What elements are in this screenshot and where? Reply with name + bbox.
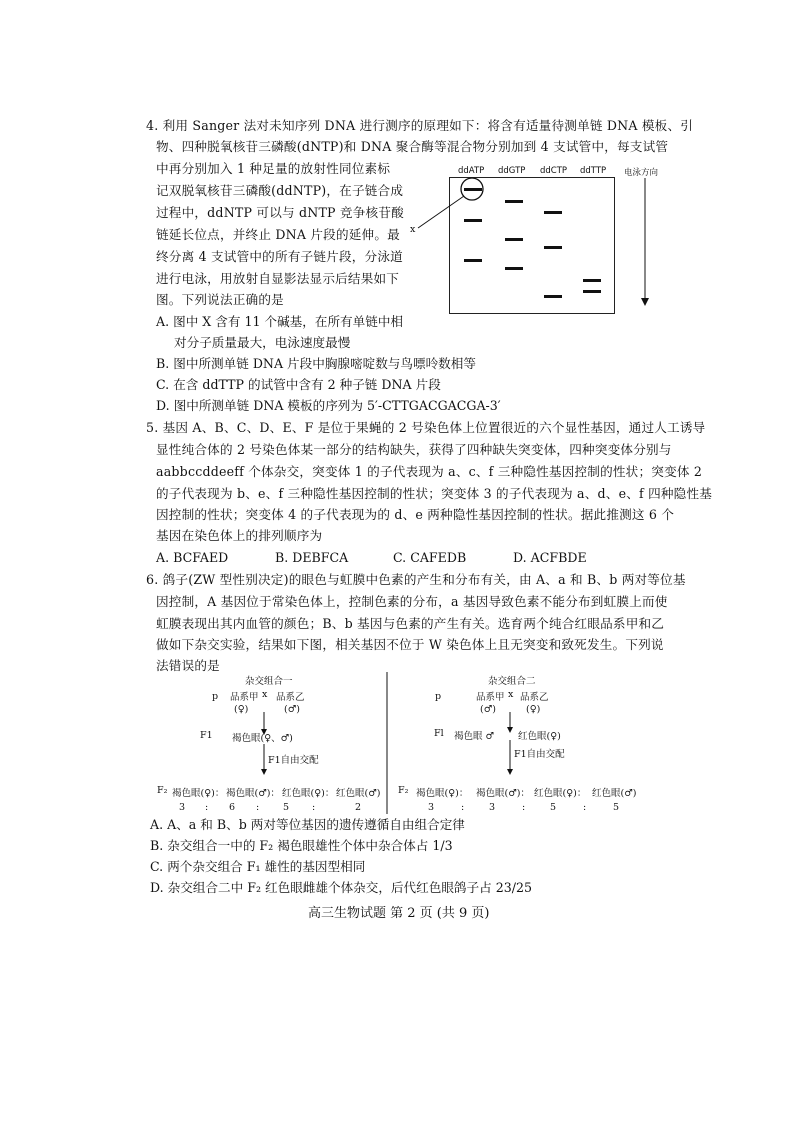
cross2-f2-pheno-2: 褐色眼(♂)： bbox=[476, 788, 530, 799]
cross1-p-label: p bbox=[212, 691, 219, 702]
page-footer: 高三生物试题 第 2 页 (共 9 页) bbox=[308, 906, 490, 921]
cross1-ratio-1: 3 bbox=[179, 802, 186, 813]
q6-line-2: 因控制，A 基因位于常染色体上，控制色素的分布，a 基因导致色素不能分布到虹膜上而使 bbox=[156, 594, 668, 609]
cross2-ratio-sep-2: : bbox=[522, 802, 526, 813]
cross1-ratio-sep-1: : bbox=[205, 802, 209, 813]
q4-option-a: A. 图中 X 含有 11 个碱基，在所有单链中相 bbox=[156, 314, 404, 329]
cross2-ratio-2: 3 bbox=[489, 802, 496, 813]
q4-line-5: 过程中，ddNTP 可以与 dNTP 竞争核苷酸 bbox=[156, 205, 404, 220]
cross2-f2-pheno-3: 红色眼(♀)： bbox=[534, 788, 587, 799]
q5-option-b: B. DEBFCA bbox=[275, 550, 349, 565]
q4-option-d: D. 图中所测单链 DNA 模板的序列为 5′-CTTGACGACGA-3′ bbox=[156, 398, 501, 413]
gel-direction-label: 电泳方向 bbox=[624, 168, 659, 178]
cross1-arrow-2-head bbox=[261, 769, 267, 775]
cross2-f2-pheno-4: 红色眼(♂) bbox=[592, 788, 637, 799]
cross2-arrow-1-head bbox=[507, 727, 513, 733]
cross1-parent1-sex: (♀) bbox=[234, 704, 249, 715]
gel-lane-label-ddctp: ddCTP bbox=[540, 166, 568, 176]
q4-line-2: 物、四种脱氧核苷三磷酸(dNTP)和 DNA 聚合酶等混合物分别加到 4 支试管中，每支试管 bbox=[156, 139, 669, 154]
q4-line-4: 记双脱氧核苷三磷酸(ddNTP)，在子链合成 bbox=[156, 183, 404, 198]
cross1-f2-pheno-2: 褐色眼(♂)： bbox=[226, 788, 280, 799]
cross1-f1-phenotype: 褐色眼(♀、♂) bbox=[232, 733, 293, 744]
q5-line-5: 因控制的性状；突变体 4 的子代表现为的 d、e 两种隐性基因控制的性状。据此推测这 6 个 bbox=[156, 507, 675, 522]
cross2-arrow-2-head bbox=[507, 769, 513, 775]
gel-lane-label-ddatp: ddATP bbox=[458, 166, 485, 176]
cross2-parent2-sex: (♀) bbox=[526, 704, 541, 715]
q6-option-c: C. 两个杂交组合 F₁ 雄性的基因型相同 bbox=[150, 859, 366, 874]
cross1-f2-label: F₂ bbox=[157, 785, 168, 796]
cross2-f2-label: F₂ bbox=[398, 785, 409, 796]
q5-option-d: D. ACFBDE bbox=[513, 550, 587, 565]
cross2-parent1: 品系甲 bbox=[476, 692, 505, 703]
cross2-p-label: p bbox=[435, 691, 442, 702]
q4-line-6: 链延长位点，并终止 DNA 片段的延伸。最 bbox=[156, 227, 400, 242]
cross1-parent2: 品系乙 bbox=[276, 692, 305, 703]
q4-line-3: 中再分别加入 1 种足量的放射性同位素标 bbox=[156, 161, 391, 176]
q5-option-a: A. BCFAED bbox=[156, 550, 229, 565]
gel-lane-label-ddgtp: ddGTP bbox=[498, 166, 526, 176]
q4-line-9: 图。下列说法正确的是 bbox=[156, 292, 284, 307]
cross2-cross-symbol: x bbox=[508, 689, 514, 700]
q5-line-2: 显性纯合体的 2 号染色体某一部分的结构缺失，获得了四种缺失突变体，四种突变体分别与 bbox=[156, 442, 672, 457]
q5-line-3: aabbccddeeff 个体杂交，突变体 1 的子代表现为 a、c、f 三种隐性基因控制的性状；突变体 2 bbox=[156, 464, 703, 479]
cross2-parent1-sex: (♂) bbox=[480, 704, 496, 715]
q4-option-a-cont: 对分子质量最大，电泳速度最慢 bbox=[174, 335, 351, 350]
cross1-cross-symbol: x bbox=[262, 689, 268, 700]
cross2-f1-phenotype-female: 红色眼(♀) bbox=[518, 731, 561, 742]
cross1-f2-pheno-3: 红色眼(♀)： bbox=[282, 788, 335, 799]
cross1-ratio-sep-2: : bbox=[256, 802, 260, 813]
q5-line-4: 的子代表现为 b、e、f 三种隐性基因控制的性状；突变体 3 的子代表现为 a、d、e、f 四种隐性基 bbox=[156, 486, 713, 501]
q4-line-1: 4. 利用 Sanger 法对未知序列 DNA 进行测序的原理如下：将含有适量待测单链 DNA 模板、引 bbox=[146, 118, 694, 133]
q4-option-c: C. 在含 ddTTP 的试管中含有 2 种子链 DNA 片段 bbox=[156, 377, 441, 392]
cross1-f2-pheno-1: 褐色眼(♀)： bbox=[172, 788, 225, 799]
cross2-ratio-1: 3 bbox=[428, 802, 435, 813]
q4-line-7: 终分离 4 支试管中的所有子链片段，分泳道 bbox=[156, 249, 403, 264]
q6-option-b: B. 杂交组合一中的 F₂ 褐色眼雄性个体中杂合体占 1/3 bbox=[150, 838, 453, 853]
gel-x-label: x bbox=[410, 224, 416, 235]
q5-option-c: C. CAFEDB bbox=[393, 550, 467, 565]
cross2-ratio-3: 5 bbox=[550, 802, 557, 813]
q4-option-b: B. 图中所测单链 DNA 片段中胸腺嘧啶数与鸟嘌呤数相等 bbox=[156, 356, 476, 371]
cross2-f2-pheno-1: 褐色眼(♀)： bbox=[416, 788, 469, 799]
q6-line-3: 虹膜表现出其内血管的颜色；B、b 基因与色素的产生有关。选育两个纯合红眼品系甲和乙 bbox=[156, 616, 665, 631]
q6-option-a: A. A、a 和 B、b 两对等位基因的遗传遵循自由组合定律 bbox=[150, 817, 465, 832]
q5-line-6: 基因在染色体上的排列顺序为 bbox=[156, 528, 323, 543]
cross1-ratio-3: 5 bbox=[283, 802, 290, 813]
cross1-f1-cross-note: F1自由交配 bbox=[268, 755, 319, 766]
cross1-f2-pheno-4: 红色眼(♂) bbox=[336, 788, 381, 799]
q6-line-5: 法错误的是 bbox=[156, 658, 220, 673]
cross1-ratio-4: 2 bbox=[355, 802, 362, 813]
q4-line-8: 进行电泳，用放射自显影法显示后结果如下 bbox=[156, 271, 400, 286]
cross1-parent1: 品系甲 bbox=[230, 692, 259, 703]
gel-lane-label-ddttp: ddTTP bbox=[580, 166, 607, 176]
cross2-ratio-4: 5 bbox=[613, 802, 620, 813]
cross1-f1-label: F1 bbox=[200, 730, 213, 741]
cross1-title: 杂交组合一 bbox=[245, 676, 293, 687]
cross2-parent2: 品系乙 bbox=[520, 692, 549, 703]
cross2-title: 杂交组合二 bbox=[488, 676, 536, 687]
cross2-f1-label: Fl bbox=[434, 728, 444, 739]
q6-line-4: 做如下杂交实验，结果如下图，相关基因不位于 W 染色体上且无突变和致死发生。下列说 bbox=[156, 637, 664, 652]
cross1-ratio-sep-3: : bbox=[312, 802, 316, 813]
cross2-ratio-sep-1: : bbox=[461, 802, 465, 813]
cross2-ratio-sep-3: : bbox=[583, 802, 587, 813]
cross1-ratio-2: 6 bbox=[229, 802, 236, 813]
cross1-parent2-sex: (♂) bbox=[284, 704, 300, 715]
q6-line-1: 6. 鸽子(ZW 型性别决定)的眼色与虹膜中色素的产生和分布有关，由 A、a 和 B、b 两对等位基 bbox=[146, 572, 686, 587]
cross2-f1-phenotype-male: 褐色眼 ♂ bbox=[454, 731, 495, 742]
q5-line-1: 5. 基因 A、B、C、D、E、F 是位于果蝇的 2 号染色体上位置很近的六个显性基因，通过人工诱导 bbox=[146, 420, 706, 435]
q6-option-d: D. 杂交组合二中 F₂ 红色眼雌雄个体杂交，后代红色眼鸽子占 23/25 bbox=[150, 880, 532, 895]
cross2-f1-cross-note: F1自由交配 bbox=[514, 749, 565, 760]
